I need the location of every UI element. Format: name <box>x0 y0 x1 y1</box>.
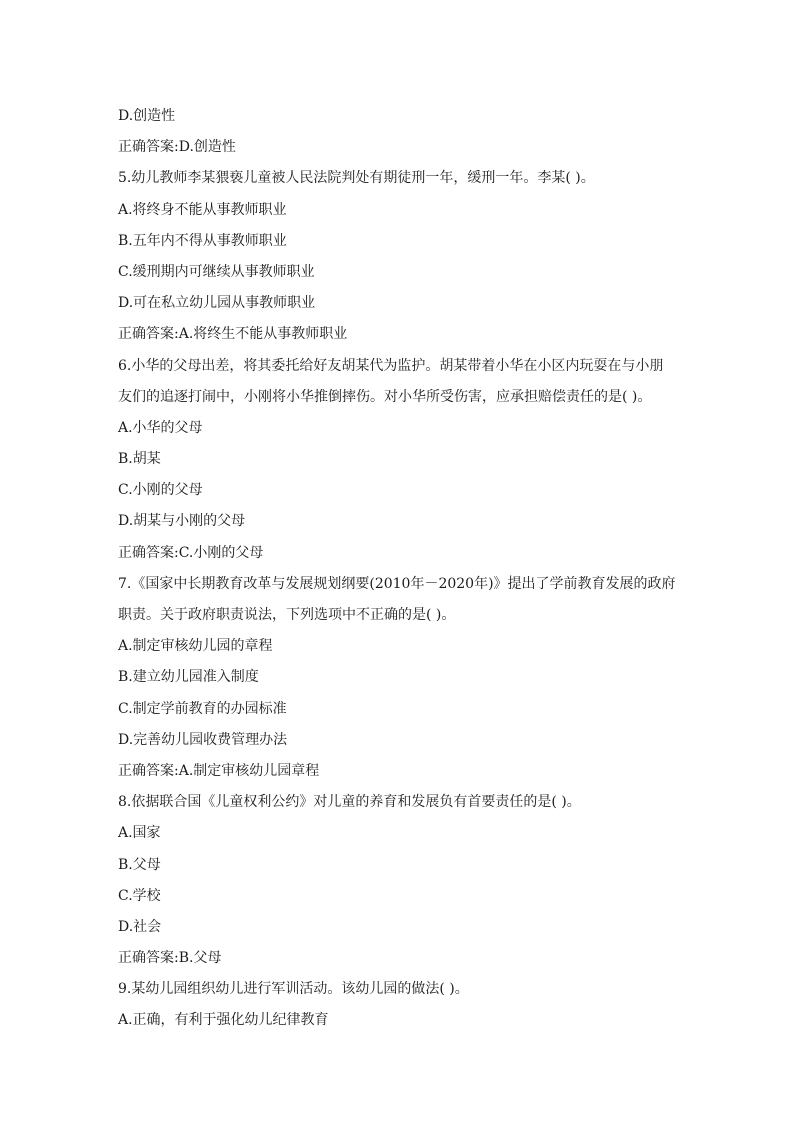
question-9: 9.某幼儿园组织幼儿进行军训活动。该幼儿园的做法( )。 <box>118 981 469 998</box>
question-5: 5.幼儿教师李某猥亵儿童被人民法院判处有期徒刑一年，缓刑一年。李某( )。 <box>118 170 595 187</box>
option-b-q5: B.五年内不得从事教师职业 <box>118 232 287 249</box>
option-c-q5: C.缓刑期内可继续从事教师职业 <box>118 263 315 280</box>
option-a-q5: A.将终身不能从事教师职业 <box>118 201 287 218</box>
option-d-q4: D.创造性 <box>118 108 176 124</box>
option-b-q7: B.建立幼儿园准入制度 <box>118 669 259 686</box>
option-c-q7: C.制定学前教育的办园标准 <box>118 700 287 717</box>
document-page <box>118 101 688 1037</box>
option-a-q8: A.国家 <box>118 825 161 842</box>
option-c-q8: C.学校 <box>118 887 161 904</box>
option-a-q9: A.正确，有利于强化幼儿纪律教育 <box>118 1012 329 1029</box>
question-6-line-2: 友们的追逐打闹中，小刚将小华推倒摔伤。对小华所受伤害，应承担赔偿责任的是( )。 <box>118 388 652 405</box>
option-b-q6: B.胡某 <box>118 451 161 468</box>
option-d-q5: D.可在私立幼儿园从事教师职业 <box>118 295 316 312</box>
question-6-line-1: 6.小华的父母出差，将其委托给好友胡某代为监护。胡某带着小华在小区内玩耍在与小朋 <box>118 357 664 374</box>
option-a-q7: A.制定审核幼儿园的章程 <box>118 638 273 655</box>
option-d-q8: D.社会 <box>118 918 162 935</box>
question-7-line-2: 职责。关于政府职责说法，下列选项中不正确的是( )。 <box>118 607 456 623</box>
answer-q8: 正确答案:B.父母 <box>118 950 222 967</box>
answer-q7: 正确答案:A.制定审核幼儿园章程 <box>118 762 320 779</box>
question-8: 8.依据联合国《儿童权利公约》对儿童的养育和发展负有首要责任的是( )。 <box>118 794 581 811</box>
answer-q6: 正确答案:C.小刚的父母 <box>118 544 264 561</box>
question-7-line-1: 7.《国家中长期教育改革与发展规划纲要(2010年－2020年)》提出了学前教育发展的政府 <box>118 575 676 592</box>
option-a-q6: A.小华的父母 <box>118 419 203 436</box>
option-c-q6: C.小刚的父母 <box>118 482 203 499</box>
option-d-q6: D.胡某与小刚的父母 <box>118 513 246 530</box>
answer-q5: 正确答案:A.将终生不能从事教师职业 <box>118 326 348 343</box>
option-d-q7: D.完善幼儿园收费管理办法 <box>118 731 288 748</box>
answer-q4: 正确答案:D.创造性 <box>118 139 236 156</box>
option-b-q8: B.父母 <box>118 856 161 873</box>
